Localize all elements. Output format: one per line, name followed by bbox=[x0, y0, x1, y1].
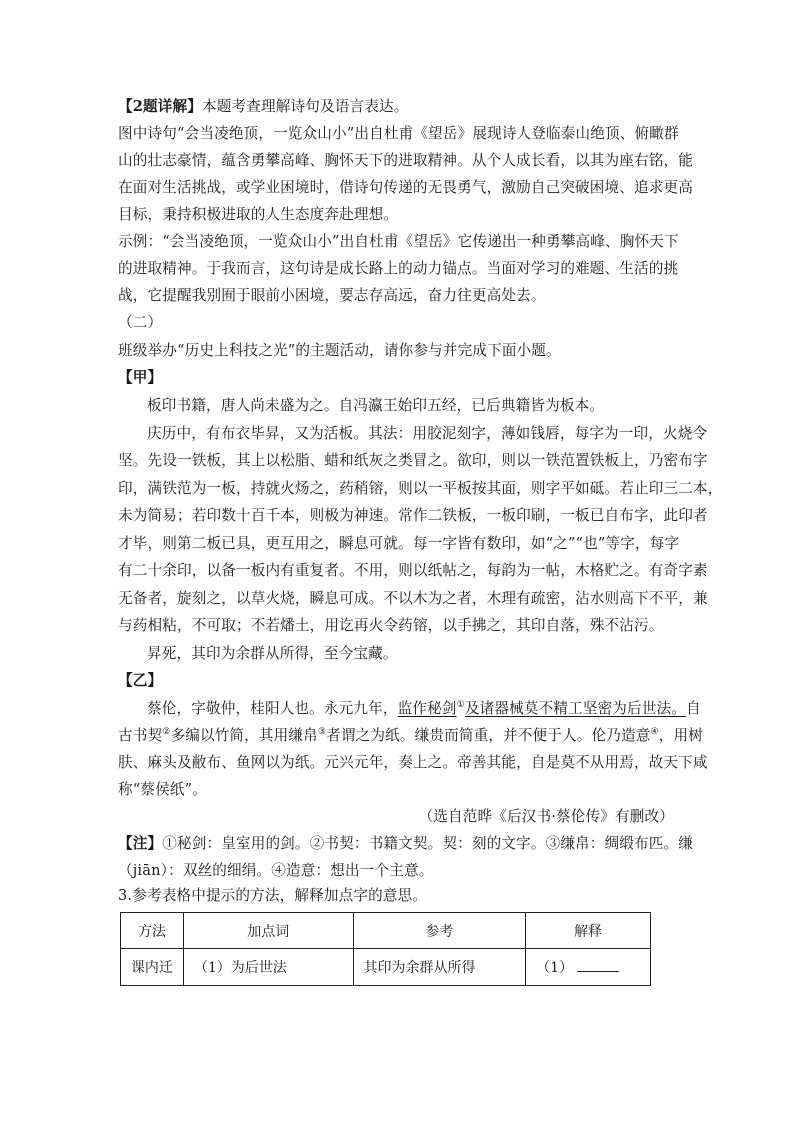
table-cell: 其印为余群从所得 bbox=[353, 949, 526, 986]
passage-yi-line: 肤、麻头及敝布、鱼网以为纸。元兴元年，奏上之。帝善其能，自是莫不从用焉，故天下咸 bbox=[118, 754, 708, 771]
notes-text: ①秘剑：皇室用的剑。②书契：书籍文契。契：刻的文字。③缣帛：绸缎布匹。缣 bbox=[162, 835, 694, 852]
passage-jia-line: 无备者，旋刻之，以草火烧，瞬息可成。不以木为之者，木理有疏密，沾水则高下不平，兼 bbox=[118, 590, 708, 607]
yi-underlined-sentence: 及诸器械莫不精工坚密为后世法。 bbox=[464, 700, 687, 717]
q2-example-line: 战，它提醒我别囿于眼前小困境，要志存高远，奋力往更高处去。 bbox=[118, 287, 546, 304]
passage-jia-line: 与药相粘，不可取；不若燔土，用讫再火令药镕，以手拂之，其印自落，殊不沾污。 bbox=[118, 617, 664, 634]
table-cell: （1）为后世法 bbox=[183, 949, 353, 986]
table-cell: 课内迁 bbox=[121, 949, 184, 986]
answer-blank[interactable] bbox=[577, 957, 619, 972]
yi-text: 古书契 bbox=[118, 727, 163, 744]
section-intro: 班级举办“历史上科技之光”的主题活动，请你参与并完成下面小题。 bbox=[118, 342, 561, 359]
q2-header-line bbox=[118, 97, 408, 117]
passage-jia-line: 庆历中，有布衣毕昇，又为活板。其法：用胶泥刻字，薄如钱唇，每字为一印，火烧令 bbox=[147, 425, 708, 442]
answer-number: （1） bbox=[536, 960, 574, 976]
yi-text: ，用树 bbox=[658, 727, 703, 744]
q2-example-line: 的进取精神。于我而言，这句诗是成长路上的动力锚点。当面对学习的难题、生活的挑 bbox=[118, 260, 679, 277]
passage-source: （选自范晔《后汉书·蔡伦传》有删改） bbox=[418, 808, 674, 825]
yi-text: 蔡伦，字敬仲，桂阳人也。永元九年， bbox=[147, 700, 398, 717]
footnote-marker: ④ bbox=[650, 727, 659, 738]
passage-yi-label: 【乙】 bbox=[118, 672, 163, 689]
q2-header-label: 【2题详解】 bbox=[118, 98, 203, 115]
passage-jia-line: 有二十余印，以备一板内有重复者。不用，则以纸帖之，每韵为一帖，木格贮之。有奇字素 bbox=[118, 562, 708, 579]
q2-paragraph-line: 山的壮志豪情，蕴含勇攀高峰、胸怀天下的进取精神。从个人成长看，以其为座右铭，能 bbox=[118, 152, 694, 169]
table-header-cell: 加点词 bbox=[183, 913, 353, 949]
yi-text: 多编以竹简，其用缣帛 bbox=[170, 727, 318, 744]
q3-prompt: 3.参考表格中提示的方法，解释加点字的意思。 bbox=[118, 887, 428, 904]
passage-jia-line: 未为简易；若印数十百千本，则极为神速。常作二铁板，一板印刷，一板已自布字，此印者 bbox=[118, 507, 708, 524]
passage-jia-label: 【甲】 bbox=[118, 369, 163, 386]
passage-jia-line: 昇死，其印为余群从所得，至今宝藏。 bbox=[147, 645, 398, 662]
passage-yi-line: 称“蔡侯纸”。 bbox=[118, 781, 207, 798]
table-answer-cell bbox=[526, 949, 651, 986]
table-row bbox=[121, 949, 651, 986]
section-label: （二） bbox=[118, 314, 163, 331]
passage-jia-line: 板印书籍，唐人尚未盛为之。自冯瀛王始印五经，已后典籍皆为板本。 bbox=[147, 397, 605, 414]
passage-jia-line: 坚。先设一铁板，其上以松脂、蜡和纸灰之类冒之。欲印，则以一铁范置铁板上，乃密布字 bbox=[118, 452, 708, 469]
yi-underlined-text: 监作秘剑 bbox=[397, 700, 457, 717]
yi-text: 自 bbox=[686, 700, 701, 717]
notes-label: 【注】 bbox=[118, 835, 163, 852]
footnote-marker: ① bbox=[456, 700, 465, 711]
footnote-marker: ② bbox=[162, 727, 171, 738]
table-header-row bbox=[121, 913, 651, 949]
passage-yi-line bbox=[118, 726, 703, 746]
q2-header-text: 本题考查理解诗句及语言表达。 bbox=[202, 98, 409, 115]
q2-example-line: 示例：“会当凌绝顶，一览众山小”出自杜甫《望岳》它传递出一种勇攀高峰、胸怀天下 bbox=[118, 233, 679, 250]
table-header-cell: 参考 bbox=[353, 913, 526, 949]
passage-yi-line bbox=[147, 699, 701, 719]
notes-line bbox=[118, 834, 693, 854]
table-header-cell: 解释 bbox=[526, 913, 651, 949]
footnote-marker: ③ bbox=[317, 727, 327, 738]
q3-table bbox=[120, 912, 651, 986]
q2-paragraph-line: 在面对生活挑战，或学业困境时，借诗句传递的无畏勇气，激励自己突破困境、追求更高 bbox=[118, 179, 694, 196]
passage-jia-line: 才毕，则第二板已具，更互用之，瞬息可就。每一字皆有数印，如“之”“也”等字，每字 bbox=[118, 535, 680, 552]
table-header-cell: 方法 bbox=[121, 913, 184, 949]
passage-jia-line: 印，满铁范为一板，持就火炀之，药稍镕，则以一平板按其面，则字平如砥。若止印三二本， bbox=[118, 480, 723, 497]
q2-paragraph-line: 目标，秉持积极进取的人生态度奔赴理想。 bbox=[118, 206, 399, 223]
yi-text: 者谓之为纸。缣贵而简重，并不便于人。伦乃造意 bbox=[326, 727, 651, 744]
q2-paragraph-line: 图中诗句“会当凌绝顶，一览众山小”出自杜甫《望岳》展现诗人登临泰山绝顶、俯瞰群 bbox=[118, 125, 679, 142]
notes-line: （jiān）：双丝的细绢。④造意：想出一个主意。 bbox=[118, 862, 434, 879]
